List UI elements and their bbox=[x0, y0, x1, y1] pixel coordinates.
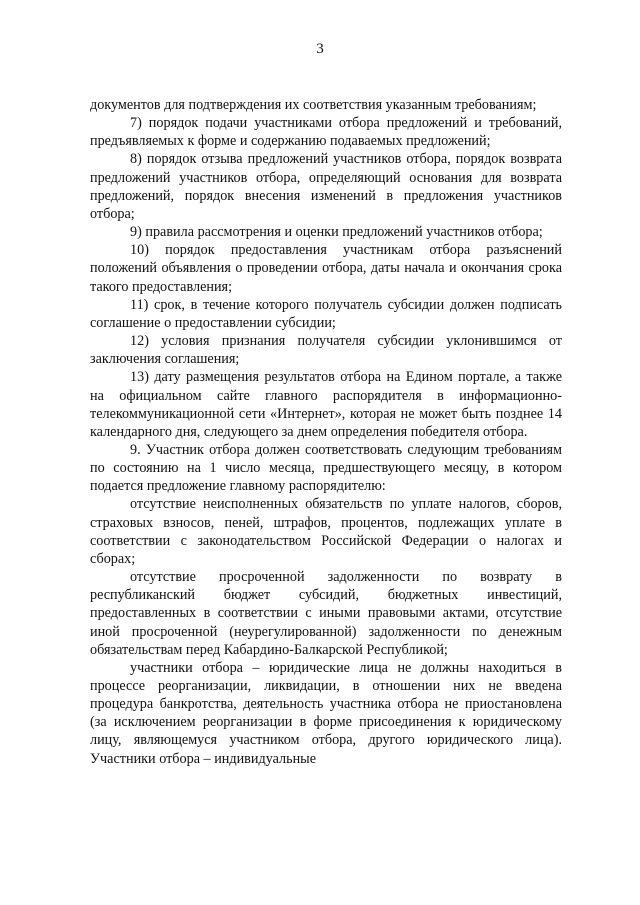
paragraph-item-12: 12) условия признания получателя субсидии уклонившимся от заключения соглашения; bbox=[90, 333, 562, 368]
paragraph-item-7: 7) порядок подачи участниками отбора предложений и требований, предъявляемых к форме и содержанию подаваемых предложений; bbox=[90, 115, 562, 150]
page-number: 3 bbox=[316, 41, 324, 57]
paragraph-requirement-taxes: отсутствие неисполненных обязательств по уплате налогов, сборов, страховых взносов, пеней, штрафов, процентов, подлежащих уплате в соответствии с законодательством Российской Федерации о налогах и сборах; bbox=[90, 496, 562, 567]
paragraph-item-13: 13) дату размещения результатов отбора на Едином портале, а также на официальном сайте главного распорядителя в информационно-телекоммуникационной сети «Интернет», которая не может быть позднее 14 календарного дня, следующего за днем определения победителя отбора. bbox=[90, 369, 562, 440]
paragraph-continuation: документов для подтверждения их соответствия указанным требованиям; bbox=[90, 97, 537, 113]
paragraph-section-9: 9. Участник отбора должен соответствовать следующим требованиям по состоянию на 1 число месяца, предшествующего месяцу, в котором подается предложение главному распорядителю: bbox=[90, 441, 562, 495]
paragraph-requirement-debt: отсутствие просроченной задолженности по возврату в республиканский бюджет субсидий, бюджетных инвестиций, предоставленных в соответствии с иными правовыми актами, отсутствие иной просроченной (неурегулированной) задолженности по денежным обязательствам перед Кабардино-Балкарской Республикой; bbox=[90, 569, 562, 658]
paragraph-item-8: 8) порядок отзыва предложений участников отбора, порядок возврата предложений участников отбора, определяющий основания для возврата предложений, порядок внесения изменений в предложения участников отбора; bbox=[90, 151, 562, 222]
document-body bbox=[90, 96, 562, 768]
paragraph-item-11: 11) срок, в течение которого получатель субсидии должен подписать соглашение о предоставлении субсидии; bbox=[90, 296, 562, 331]
paragraph-item-10: 10) порядок предоставления участникам отбора разъяснений положений объявления о проведении отбора, даты начала и окончания срока такого предоставления; bbox=[90, 242, 562, 295]
paragraph-requirement-legal-entities: участники отбора – юридические лица не должны находиться в процессе реорганизации, ликвидации, в отношении них не введена процедура банкротства, деятельность участника отбора не приостановлена (за исключением реорганизации в форме присоединения к юридическому лицу, являющемуся участником отбора, другого юридического лица). Участники отбора – индивидуальные bbox=[90, 659, 562, 767]
paragraph-item-9: 9) правила рассмотрения и оценки предложений участников отбора; bbox=[130, 224, 543, 241]
